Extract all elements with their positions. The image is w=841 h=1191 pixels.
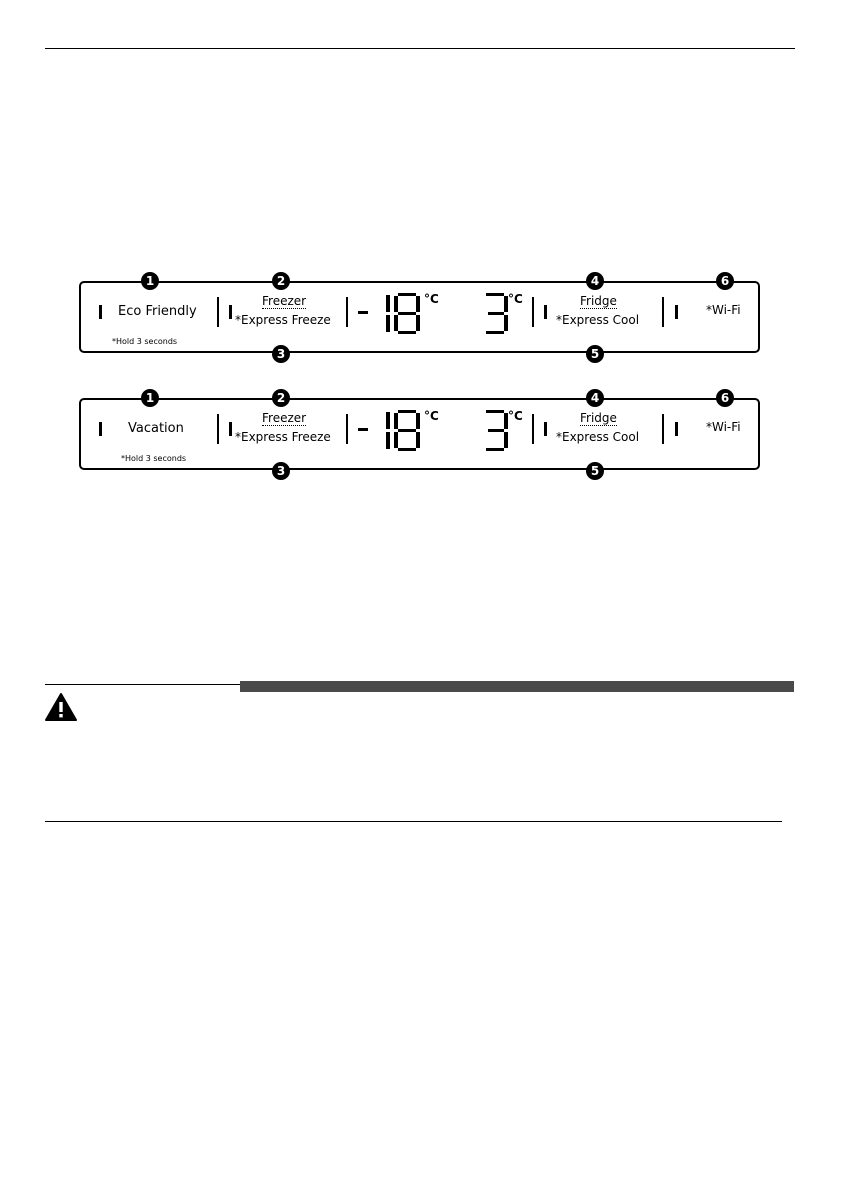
wifi-label: *Wi-Fi — [706, 420, 741, 434]
eco-friendly-label: Eco Friendly — [118, 304, 197, 319]
eco-indicator — [99, 305, 102, 319]
freezer-temp-display — [356, 292, 426, 336]
callout-badge-6: 6 — [716, 389, 734, 407]
callout-badge-2: 2 — [272, 272, 290, 290]
vacation-label: Vacation — [128, 421, 184, 436]
fridge-temp-display — [482, 409, 510, 453]
callout-badge-3: 3 — [272, 462, 290, 480]
callout-badge-4: 4 — [586, 389, 604, 407]
caution-bar — [240, 681, 794, 692]
separator — [217, 297, 219, 327]
hold-note: *Hold 3 seconds — [121, 454, 187, 463]
fridge-unit: °C — [508, 292, 523, 306]
hold-note: *Hold 3 seconds — [112, 337, 178, 346]
express-freeze-label: *Express Freeze — [235, 430, 331, 444]
bottom-rule — [45, 821, 782, 822]
separator — [532, 297, 534, 327]
freezer-temp-display — [356, 409, 426, 453]
caution-rule — [45, 684, 240, 685]
callout-badge-1: 1 — [141, 389, 159, 407]
vacation-indicator — [99, 422, 102, 436]
fridge-unit: °C — [508, 409, 523, 423]
callout-badge-6: 6 — [716, 272, 734, 290]
fridge-indicator — [544, 305, 547, 319]
separator — [346, 414, 348, 444]
freezer-unit: °C — [424, 292, 439, 306]
freezer-unit: °C — [424, 409, 439, 423]
separator — [217, 414, 219, 444]
separator — [346, 297, 348, 327]
warning-triangle-icon — [44, 692, 78, 722]
minus-segment — [358, 311, 368, 314]
fridge-indicator — [544, 422, 547, 436]
express-cool-label: *Express Cool — [556, 313, 640, 327]
freezer-indicator — [229, 422, 232, 436]
separator — [662, 414, 664, 444]
wifi-indicator — [675, 305, 678, 319]
freezer-label: Freezer — [262, 411, 307, 425]
fridge-label: Fridge — [580, 411, 617, 425]
callout-badge-4: 4 — [586, 272, 604, 290]
separator — [662, 297, 664, 327]
callout-badge-5: 5 — [586, 462, 604, 480]
callout-badge-5: 5 — [586, 345, 604, 363]
freezer-indicator — [229, 305, 232, 319]
callout-badge-1: 1 — [141, 272, 159, 290]
express-freeze-label: *Express Freeze — [235, 313, 331, 327]
freezer-label: Freezer — [262, 294, 307, 308]
minus-segment — [358, 428, 368, 431]
fridge-label: Fridge — [580, 294, 617, 308]
separator — [532, 414, 534, 444]
callout-badge-2: 2 — [272, 389, 290, 407]
express-cool-label: *Express Cool — [556, 430, 640, 444]
callout-badge-3: 3 — [272, 345, 290, 363]
wifi-indicator — [675, 422, 678, 436]
top-rule — [45, 48, 795, 49]
fridge-temp-display — [482, 292, 510, 336]
wifi-label: *Wi-Fi — [706, 303, 741, 317]
